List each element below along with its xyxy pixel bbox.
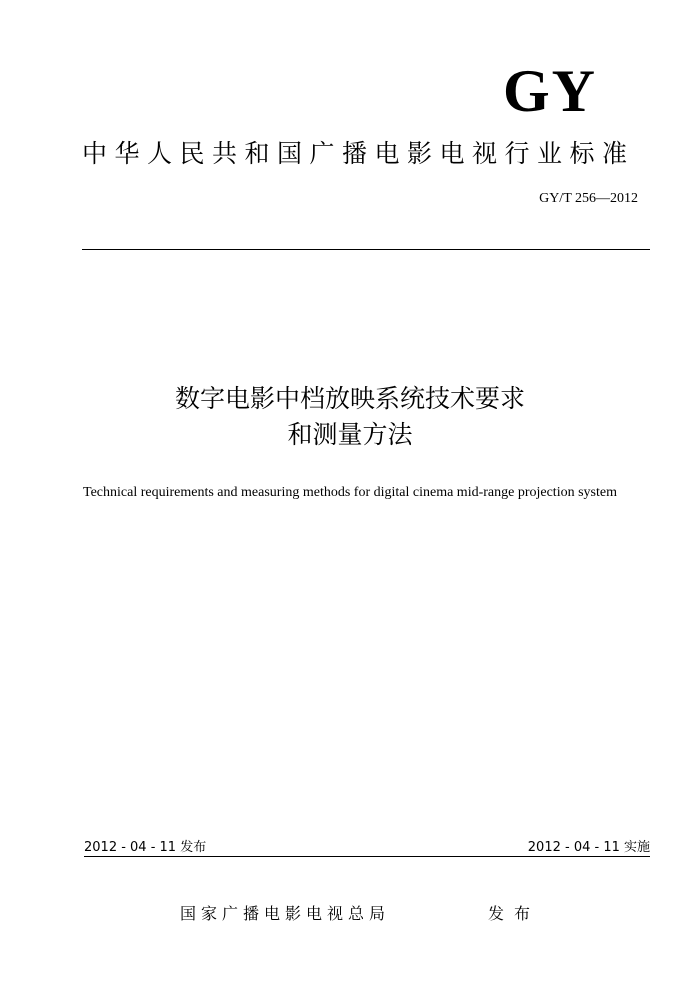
title-cn-line2: 和测量方法 [287, 420, 413, 449]
title-cn-line1: 数字电影中档放映系统技术要求 [174, 384, 525, 413]
top-divider [82, 249, 650, 250]
document-title-cn [0, 381, 700, 453]
standard-number: GY/T 256—2012 [539, 191, 638, 206]
issuing-authority: 国家广播电影电视总局 [180, 904, 391, 923]
document-title-en: Technical requirements and measuring methods for digital cinema mid-range projection system [83, 485, 617, 500]
industry-standard-title: 中华人民共和国广播电影电视行业标准 [82, 139, 635, 168]
bottom-divider [84, 856, 650, 857]
issue-label: 发布 [488, 904, 541, 923]
implement-date: 2012 - 04 - 11 实施 [527, 840, 650, 855]
publish-date: 2012 - 04 - 11 发布 [84, 840, 207, 855]
gy-logo: GY [503, 58, 597, 124]
